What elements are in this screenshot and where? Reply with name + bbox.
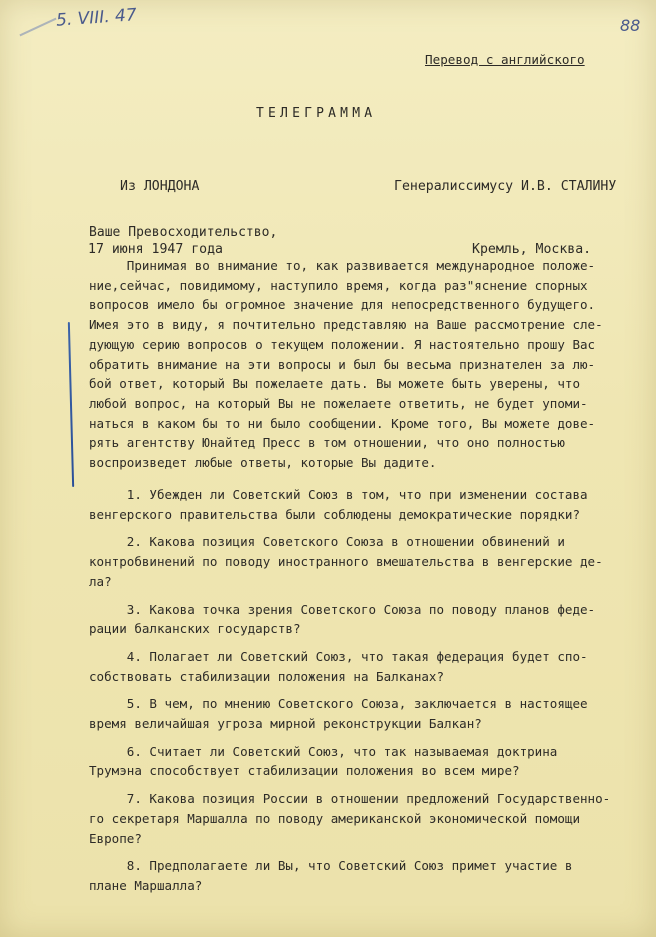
intro-line: любой вопрос, на который Вы не пожелаете ответить, не будет упоми- bbox=[89, 395, 588, 411]
intro-line: дующую серию вопросов о текущем положении. Я настоятельно прошу Вас bbox=[89, 336, 596, 352]
margin-pen-mark bbox=[68, 322, 74, 487]
handwritten-date: 5. VIII. 47 bbox=[55, 5, 138, 31]
handwritten-scribble bbox=[19, 18, 56, 37]
question-line: 3. Какова точка зрения Советского Союза по поводу планов феде- bbox=[89, 601, 596, 617]
intro-line: Имея это в виду, я почтительно представляю на Ваше рассмотрение сле- bbox=[89, 317, 603, 333]
from-date: 17 июня 1947 года bbox=[88, 242, 223, 257]
question-item bbox=[89, 532, 629, 591]
question-line: го секретаря Маршалла по поводу американской экономической помощи bbox=[89, 810, 581, 826]
intro-line: бой ответ, который Вы пожелаете дать. Вы можете быть уверены, что bbox=[89, 376, 581, 392]
intro-line: Принимая во внимание то, как развивается международное положе- bbox=[89, 258, 596, 273]
question-item bbox=[89, 789, 629, 848]
intro-line: ние,сейчас, повидимому, наступило время, когда раз"яснение спорных bbox=[89, 277, 588, 293]
question-line: плане Маршалла? bbox=[89, 877, 203, 893]
recipient: Генералиссимусу И.В. СТАЛИНУ bbox=[394, 179, 617, 194]
question-item bbox=[89, 485, 629, 524]
questions-list bbox=[89, 485, 629, 904]
intro-paragraph bbox=[89, 256, 629, 473]
question-line: Европе? bbox=[89, 830, 142, 846]
question-line: 4. Полагает ли Советский Союз, что такая федерация будет спо- bbox=[89, 648, 588, 664]
question-line: 5. В чем, по мнению Советского Союза, заключается в настоящее bbox=[89, 696, 588, 712]
from-city: Из ЛОНДОНА bbox=[120, 179, 200, 194]
question-item bbox=[89, 856, 629, 895]
intro-line: рять агентству Юнайтед Пресс в том отношении, что оно полностью bbox=[89, 435, 565, 451]
question-line: 8. Предполагаете ли Вы, что Советский Союз примет участие в bbox=[89, 858, 573, 874]
question-line: 6. Считает ли Советский Союз, что так называемая доктрина bbox=[89, 743, 558, 759]
question-item bbox=[89, 600, 629, 639]
question-line: 7. Какова позиция России в отношении предложений Государственно- bbox=[89, 791, 611, 807]
intro-line: обратить внимание на эти вопросы и был бы весьма признателен за лю- bbox=[89, 356, 596, 372]
question-line: собствовать стабилизации положения на Балканах? bbox=[89, 668, 445, 684]
intro-line: наться в каком бы то ни было сообщении. Кроме того, Вы можете дове- bbox=[89, 415, 596, 431]
question-line: 2. Какова позиция Советского Союза в отношении обвинений и bbox=[89, 534, 565, 550]
question-line: Трумэна способствует стабилизации положения во всем мире? bbox=[89, 763, 520, 779]
question-item bbox=[89, 647, 629, 686]
telegram-title: ТЕЛЕГРАММА bbox=[256, 106, 377, 121]
intro-line: воспроизведет любые ответы, которые Вы дадите. bbox=[89, 455, 437, 471]
page-number: 88 bbox=[620, 16, 641, 35]
translation-note: Перевод с английского bbox=[425, 52, 585, 67]
intro-line: вопросов имело бы огромное значение для непосредственного будущего. bbox=[89, 297, 596, 313]
salutation: Ваше Превосходительство, bbox=[89, 225, 278, 240]
question-line: время величайшая угроза мирной реконструкции Балкан? bbox=[89, 716, 482, 732]
question-item bbox=[89, 694, 629, 733]
question-line: ла? bbox=[89, 573, 112, 589]
question-item bbox=[89, 742, 629, 781]
question-line: венгерского правительства были соблюдены демократические порядки? bbox=[89, 506, 581, 522]
question-line: рации балканских государств? bbox=[89, 621, 301, 637]
recipient-address: Кремль, Москва. bbox=[472, 242, 592, 257]
question-line: 1. Убежден ли Советский Союз в том, что при изменении состава bbox=[89, 487, 588, 502]
question-line: контробвинений по поводу иностранного вмешательства в венгерские де- bbox=[89, 554, 603, 570]
